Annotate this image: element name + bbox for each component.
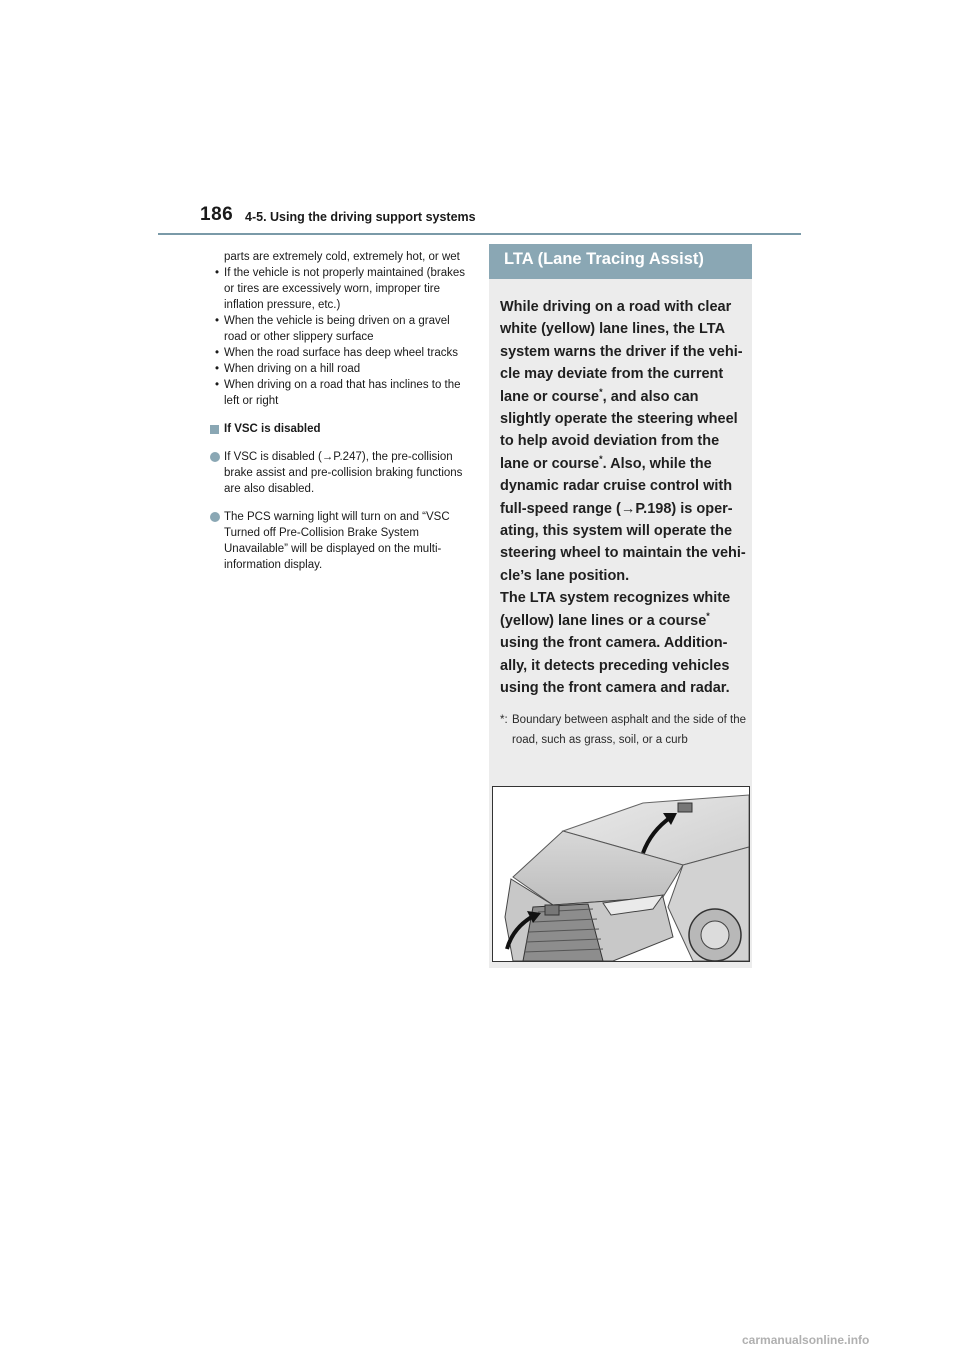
- bullet-item: [210, 345, 468, 361]
- panel-paragraph: [500, 296, 746, 587]
- item-text-part: If VSC is disabled (: [224, 451, 322, 463]
- text-part: , and also can slightly operate the steering wheel to help avoid deviation from the lane or course: [500, 388, 738, 472]
- panel-paragraph: [500, 587, 746, 699]
- square-bullet-icon: [210, 425, 219, 434]
- footnote-mark: *:: [500, 714, 508, 726]
- asterisk: *: [599, 454, 603, 465]
- text-part: P.198) is oper-ating, this system will operate the steering wheel to maintain the vehi-cle’s lane position.: [500, 500, 746, 584]
- text-part: using the front camera. Addition-ally, it detects preceding vehicles using the front camera and radar.: [500, 635, 730, 696]
- bullet-text: When the vehicle is being driven on a gravel road or other slippery surface: [224, 315, 450, 343]
- asterisk: *: [706, 610, 710, 621]
- circle-bullet-icon: [210, 512, 220, 522]
- bullet-text: When driving on a road that has inclines to the left or right: [224, 379, 461, 407]
- text-part: The LTA system recognizes white (yellow) lane lines or a course: [500, 590, 731, 629]
- footnote-text: Boundary between asphalt and the side of the road, such as grass, soil, or a curb: [512, 714, 747, 746]
- item-text-part: P.247), the pre-collision brake assist and pre-collision braking functions are also disabled.: [224, 451, 463, 495]
- bullet-dot-icon: •: [214, 363, 220, 375]
- bullet-item: [210, 361, 468, 377]
- bullet-text: When driving on a hill road: [224, 363, 361, 375]
- left-column: [210, 249, 468, 573]
- section-title: 4-5. Using the driving support systems: [245, 210, 476, 224]
- bullet-dot-icon: •: [214, 267, 220, 279]
- text-part: . Also, while the dynamic radar cruise control with full-speed range (: [500, 455, 733, 517]
- footnote: [500, 711, 746, 750]
- arrow-icon: →: [620, 500, 636, 517]
- footer-url: carmanualsonline.info: [742, 1333, 870, 1347]
- panel-title: LTA (Lane Tracing Assist): [504, 250, 704, 268]
- circle-item-text: [224, 449, 468, 497]
- header-rule: [158, 233, 801, 235]
- car-illustration-svg: [493, 787, 749, 961]
- subheading-text: If VSC is disabled: [224, 423, 321, 435]
- circle-bullet-icon: [210, 452, 220, 462]
- circle-item: [210, 449, 468, 497]
- bullet-item: [210, 313, 468, 345]
- bullet-dot-icon: •: [214, 347, 220, 359]
- car-front-illustration: [492, 786, 750, 962]
- asterisk: *: [599, 386, 603, 397]
- panel-body: [500, 296, 746, 699]
- bullet-dot-icon: •: [214, 315, 220, 327]
- bullet-text: When the road surface has deep wheel tracks: [224, 347, 458, 359]
- subheading: [210, 421, 468, 437]
- circle-item: [210, 509, 468, 573]
- bullet-item: [210, 265, 468, 313]
- text-part: While driving on a road with clear white (yellow) lane lines, the LTA system warns the driver if the vehi-cle may deviate from the current lane or course: [500, 299, 743, 405]
- arrow-icon: →: [321, 451, 334, 463]
- bullet-dot-icon: •: [214, 379, 220, 391]
- circle-item-text: The PCS warning light will turn on and “VSC Turned off Pre-Collision Brake System Unavailable” will be displayed on the multi-information display.: [224, 511, 450, 571]
- page-number: 186: [200, 204, 234, 225]
- bullet-text: If the vehicle is not properly maintained (brakes or tires are excessively worn, improper tire inflation pressure, etc.): [224, 267, 465, 311]
- continuation-text: parts are extremely cold, extremely hot, or wet: [224, 251, 460, 263]
- bullet-item: [210, 377, 468, 409]
